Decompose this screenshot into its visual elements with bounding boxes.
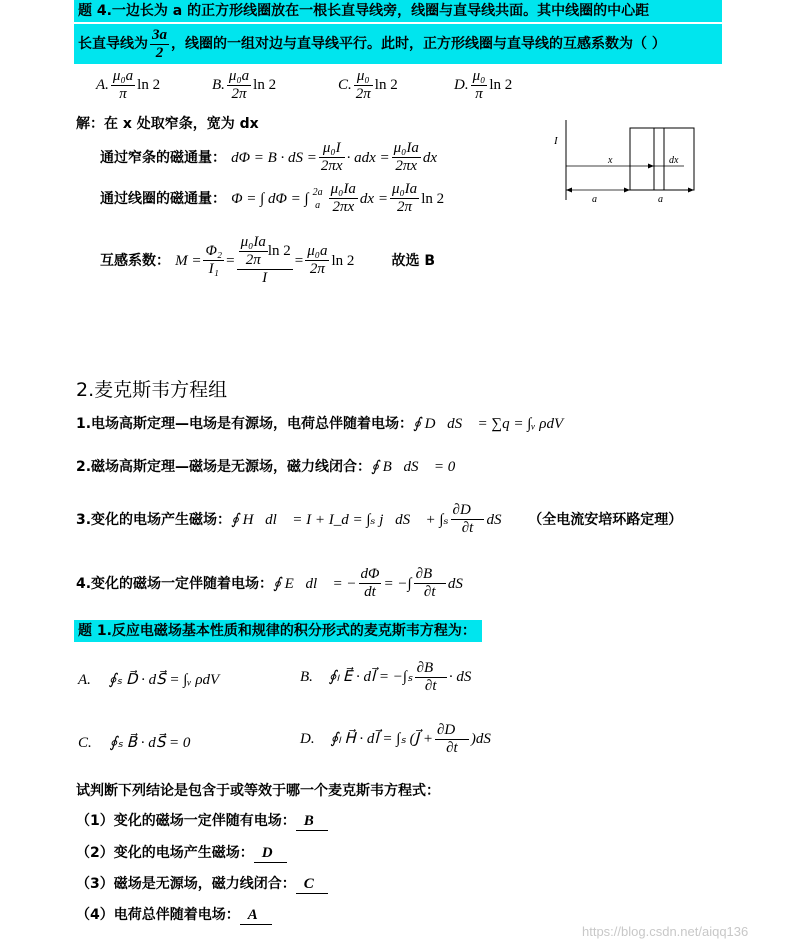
x-label: x: [608, 155, 613, 166]
narrow-tail: dx: [422, 150, 438, 166]
option-d-den: ∂t: [446, 740, 458, 756]
problem4-line2-fraction: [150, 27, 169, 62]
problem4-line1: 题 4.一边长为 a 的正方形线圈放在一根长直导线旁，线圈与直导线共面。其中线圈的中心距: [74, 0, 722, 22]
option-b-num: μ₀a: [228, 68, 250, 84]
coil-f2-den: 2π: [397, 199, 413, 215]
coil-upper: 2a: [312, 186, 323, 198]
frac-num: 3a: [152, 26, 167, 43]
solution-intro: 解：在 x 处取窄条，宽为 dx: [76, 116, 259, 132]
mutual-f3-num: μ₀a: [307, 243, 328, 259]
narrow-mid: · adx =: [346, 150, 390, 166]
law-2: [76, 456, 455, 476]
coil-tail: ln 2: [421, 191, 445, 207]
problem4-line2-pre: 长直导线为: [78, 36, 148, 52]
narrow-f2-den: 2πx: [395, 158, 418, 174]
option-d-label: D.: [454, 76, 469, 93]
mutual-eq2: =: [294, 253, 304, 269]
current-label: I: [554, 135, 558, 147]
problem4-line2: [74, 24, 722, 64]
law-4-frac2-den: ∂t: [423, 584, 436, 600]
law-4-frac1-den: dt: [364, 584, 376, 600]
a-right-arrow-head: [688, 188, 694, 193]
option-a-den: π: [119, 86, 127, 102]
law-4-frac2-num: ∂B⃗: [415, 566, 444, 582]
option-c-num: μ₀: [354, 68, 373, 86]
narrow-lhs: dΦ = B · dS =: [231, 150, 317, 166]
option-a-num: μ₀a: [112, 68, 134, 84]
law-4-frac1-num: dΦ: [360, 566, 380, 582]
law-1: [76, 413, 563, 433]
section-title: 2.麦克斯韦方程组: [76, 379, 228, 401]
mutual-row: [100, 234, 435, 287]
answer-item-3-text: （3）磁场是无源场，磁力线闭合：: [76, 876, 296, 892]
mutual-f2-den: I: [262, 270, 268, 286]
mutual-f1-den: I₁: [208, 261, 219, 277]
answer-item-1-text: （1）变化的磁场一定伴随有电场：: [76, 813, 296, 829]
coil-label: 通过线圈的磁通量：: [100, 191, 226, 207]
answer-item-1-answer: B: [296, 813, 328, 831]
option-b-den: ∂t: [424, 678, 437, 694]
option-a-label: A.: [78, 672, 91, 688]
option-c-label: C.: [338, 76, 352, 93]
answer-item-2: [76, 842, 287, 863]
law-3-frac-den: ∂t: [461, 520, 474, 536]
option-b-pre: ∮ₗ E⃗ · dl⃗ = −∫ₛ: [328, 668, 413, 685]
mutual-f2-inner-num: μ₀Ia: [240, 234, 266, 250]
problem4-option-b: [212, 68, 276, 103]
coil-flux-row: [100, 181, 444, 216]
a-right-label: a: [658, 194, 663, 205]
option-d-den: π: [475, 86, 483, 102]
answer-item-4: [76, 904, 272, 925]
coil-mid: dx =: [359, 191, 388, 207]
dx-label: dx: [669, 155, 679, 166]
mutual-f3-den: 2π: [309, 261, 325, 277]
option-d-num: ∂D⃗: [436, 722, 467, 738]
square-coil: [630, 128, 694, 190]
option-b-den: 2π: [231, 86, 247, 102]
law-3-math-pre: ∮ H⃗dl⃗ = I + I_d = ∫ₛ j⃗dS⃗ + ∫ₛ: [231, 512, 449, 528]
option-b-num: ∂B⃗: [416, 660, 445, 676]
option-d-pre: ∮ₗ H⃗ · dl⃗ = ∫ₛ (J⃗ +: [330, 730, 433, 747]
problem4-options: [96, 68, 160, 103]
watermark: https://blog.csdn.net/aiqq136: [582, 924, 749, 939]
option-a-math: ∮ₛ D⃗ · dS⃗ = ∫ᵥ ρdV: [108, 672, 220, 688]
narrow-f1-num: μ₀I: [319, 140, 345, 158]
problem1-title: 题 1.反应电磁场基本性质和规律的积分形式的麦克斯韦方程为：: [74, 620, 482, 642]
problem1-option-d: [300, 722, 503, 757]
law-3-math-post: dS⃗: [486, 512, 514, 528]
coil-f1-den: 2πx: [332, 199, 355, 215]
option-c-label: C.: [78, 735, 92, 751]
law-1-math: ∮ D⃗dS⃗ = ∑q = ∫ᵥ ρdV: [413, 416, 564, 432]
answer-item-3-answer: C: [296, 876, 328, 894]
narrow-label: 通过窄条的磁通量：: [100, 150, 226, 166]
option-a-tail: ln 2: [137, 76, 161, 93]
coil-wire-diagram: [548, 118, 708, 208]
problem1-question: 试判断下列结论是包含于或等效于哪一个麦克斯韦方程式：: [76, 783, 440, 799]
law-3-frac-num: ∂D⃗: [452, 502, 483, 518]
option-b-label: B.: [300, 668, 313, 685]
a-left-arrow-tail: [566, 188, 572, 193]
answer-item-4-text: （4）电荷总伴随着电场：: [76, 907, 240, 923]
option-c-math: ∮ₛ B⃗ · dS⃗ = 0: [109, 735, 191, 751]
narrow-f2-num: μ₀Ia: [393, 140, 419, 156]
mutual-f2-inner-den: 2π: [245, 252, 261, 268]
answer-choice: 故选 B: [391, 253, 436, 269]
mutual-f1-num: Φ₂: [205, 243, 223, 259]
option-b-post: · dS⃗: [448, 668, 483, 685]
option-d-post: )dS⃗: [470, 730, 503, 747]
a-left-label: a: [592, 194, 597, 205]
law-2-text: 2.磁场高斯定理—磁场是无源场，磁力线闭合：: [76, 459, 372, 475]
answer-item-2-text: （2）变化的电场产生磁场：: [76, 845, 254, 861]
mutual-label: 互感系数：: [100, 253, 170, 269]
option-d-tail: ln 2: [489, 76, 513, 93]
problem4-line2-post: ，线圈的一组对边与直导线平行。此时，正方形线圈与直导线的互感系数为（ ）: [171, 36, 666, 52]
option-b-label: B.: [212, 76, 225, 93]
mutual-f2-num: [237, 234, 293, 270]
option-a-label: A.: [96, 76, 109, 93]
answer-item-1: [76, 810, 328, 831]
law-3-note: （全电流安培环路定理）: [528, 512, 683, 528]
option-d-label: D.: [300, 730, 315, 747]
coil-lower: a: [315, 199, 321, 211]
narrow-flux-row: [100, 140, 437, 175]
option-d-num: μ₀: [472, 68, 486, 84]
a-left-arrow-head: [624, 188, 630, 193]
answer-item-4-answer: A: [240, 907, 272, 925]
option-c-tail: ln 2: [374, 76, 398, 93]
coil-lhs: Φ = ∫ dΦ = ∫: [231, 191, 309, 207]
x-arrow-head: [648, 164, 654, 169]
answer-item-3: [76, 873, 328, 894]
law-4-math-pre: ∮ E⃗dl⃗ = −: [273, 576, 357, 592]
law-4-math-post: dS⃗: [447, 576, 475, 592]
option-b-tail: ln 2: [253, 76, 277, 93]
problem1-option-a: [78, 670, 219, 689]
coil-f1-num: μ₀Ia: [330, 181, 356, 197]
problem4-option-c: [338, 68, 398, 103]
law-2-math: ∮ B⃗dS⃗ = 0: [371, 459, 456, 475]
mutual-lhs: M =: [175, 253, 202, 269]
law-3: [76, 502, 682, 537]
law-1-text: 1.电场高斯定理—电场是有源场，电荷总伴随着电场：: [76, 416, 414, 432]
problem1-option-b: [300, 660, 483, 695]
law-4-text: 4.变化的磁场一定伴随着电场：: [76, 576, 274, 592]
coil-f2-num: μ₀Ia: [391, 181, 418, 197]
law-4-math-mid: = −∫: [383, 576, 412, 592]
problem4-option-d: [454, 68, 512, 103]
option-c-den: 2π: [355, 86, 371, 102]
frac-den: 2: [155, 44, 164, 61]
problem1-option-c: [78, 733, 190, 752]
mutual-eq: =: [226, 253, 235, 269]
law-4: [76, 566, 475, 601]
answer-item-2-answer: D: [254, 845, 287, 863]
narrow-f1-den: 2πx: [320, 158, 343, 174]
mutual-tail: ln 2: [331, 253, 355, 269]
law-3-text: 3.变化的电场产生磁场：: [76, 512, 232, 528]
mutual-f2-ln: ln 2: [267, 242, 291, 259]
